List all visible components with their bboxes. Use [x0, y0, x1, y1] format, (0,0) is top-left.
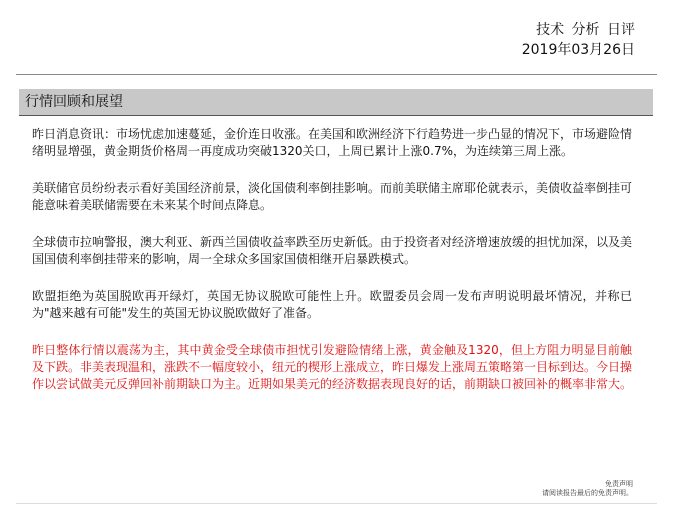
report-body	[32, 126, 632, 413]
report-type-title: 技术 分析 日评	[536, 22, 635, 38]
disclaimer-note	[542, 480, 633, 498]
report-date: 2019年03月26日	[521, 42, 635, 58]
paragraph-market-outlook: 昨日整体行情以震荡为主，其中黄金受全球债市担忧引发避险情绪上涨，黄金触及1320，但上方阻力明显目前触及下跌。非美表现温和，涨跌不一幅度较小，纽元的楔形上涨成立，昨日爆发上涨周五策略第一目标到达。今日操作以尝试做美元反弹回补前期缺口为主。近期如果美元的经济数据表现良好的话，前期缺口被回补的概率非常大。	[32, 343, 633, 391]
section-header-bar	[19, 89, 653, 116]
disclaimer-text: 请阅读报告最后的免责声明。	[542, 489, 633, 497]
paragraph-global-bonds: 全球债市拉响警报，澳大利亚、新西兰国债收益率跌至历史新低。由于投资者对经济增速放缓的担忧加深，以及美国国债利率倒挂带来的影响，周一全球众多国家国债相继开启暴跌模式。	[32, 235, 633, 266]
section-title: 行情回顾和展望	[25, 94, 123, 110]
header-divider	[16, 74, 657, 75]
paragraph-brexit: 欧盟拒绝为英国脱欧再开绿灯，英国无协议脱欧可能性上升。欧盟委员会周一发布声明说明最坏情况，并称已为"越来越有可能"发生的英国无协议脱欧做好了准备。	[32, 289, 632, 320]
report-header	[522, 20, 635, 60]
paragraph-fed-officials: 美联储官员纷纷表示看好美国经济前景，淡化国债利率倒挂影响。而前美联储主席耶伦就表示，美债收益率倒挂可能意味着美联储需要在未来某个时间点降息。	[32, 181, 633, 212]
paragraph-news-gold: 昨日消息资讯：市场忧虑加速蔓延，金价连日收涨。在美国和欧洲经济下行趋势进一步凸显的情况下，市场避险情绪明显增强，黄金期货价格周一再度成功突破1320关口，上周已累计上涨0.7%，为连续第三周上涨。	[32, 127, 633, 158]
footer-divider	[16, 503, 657, 504]
disclaimer-title: 免责声明	[605, 480, 633, 488]
